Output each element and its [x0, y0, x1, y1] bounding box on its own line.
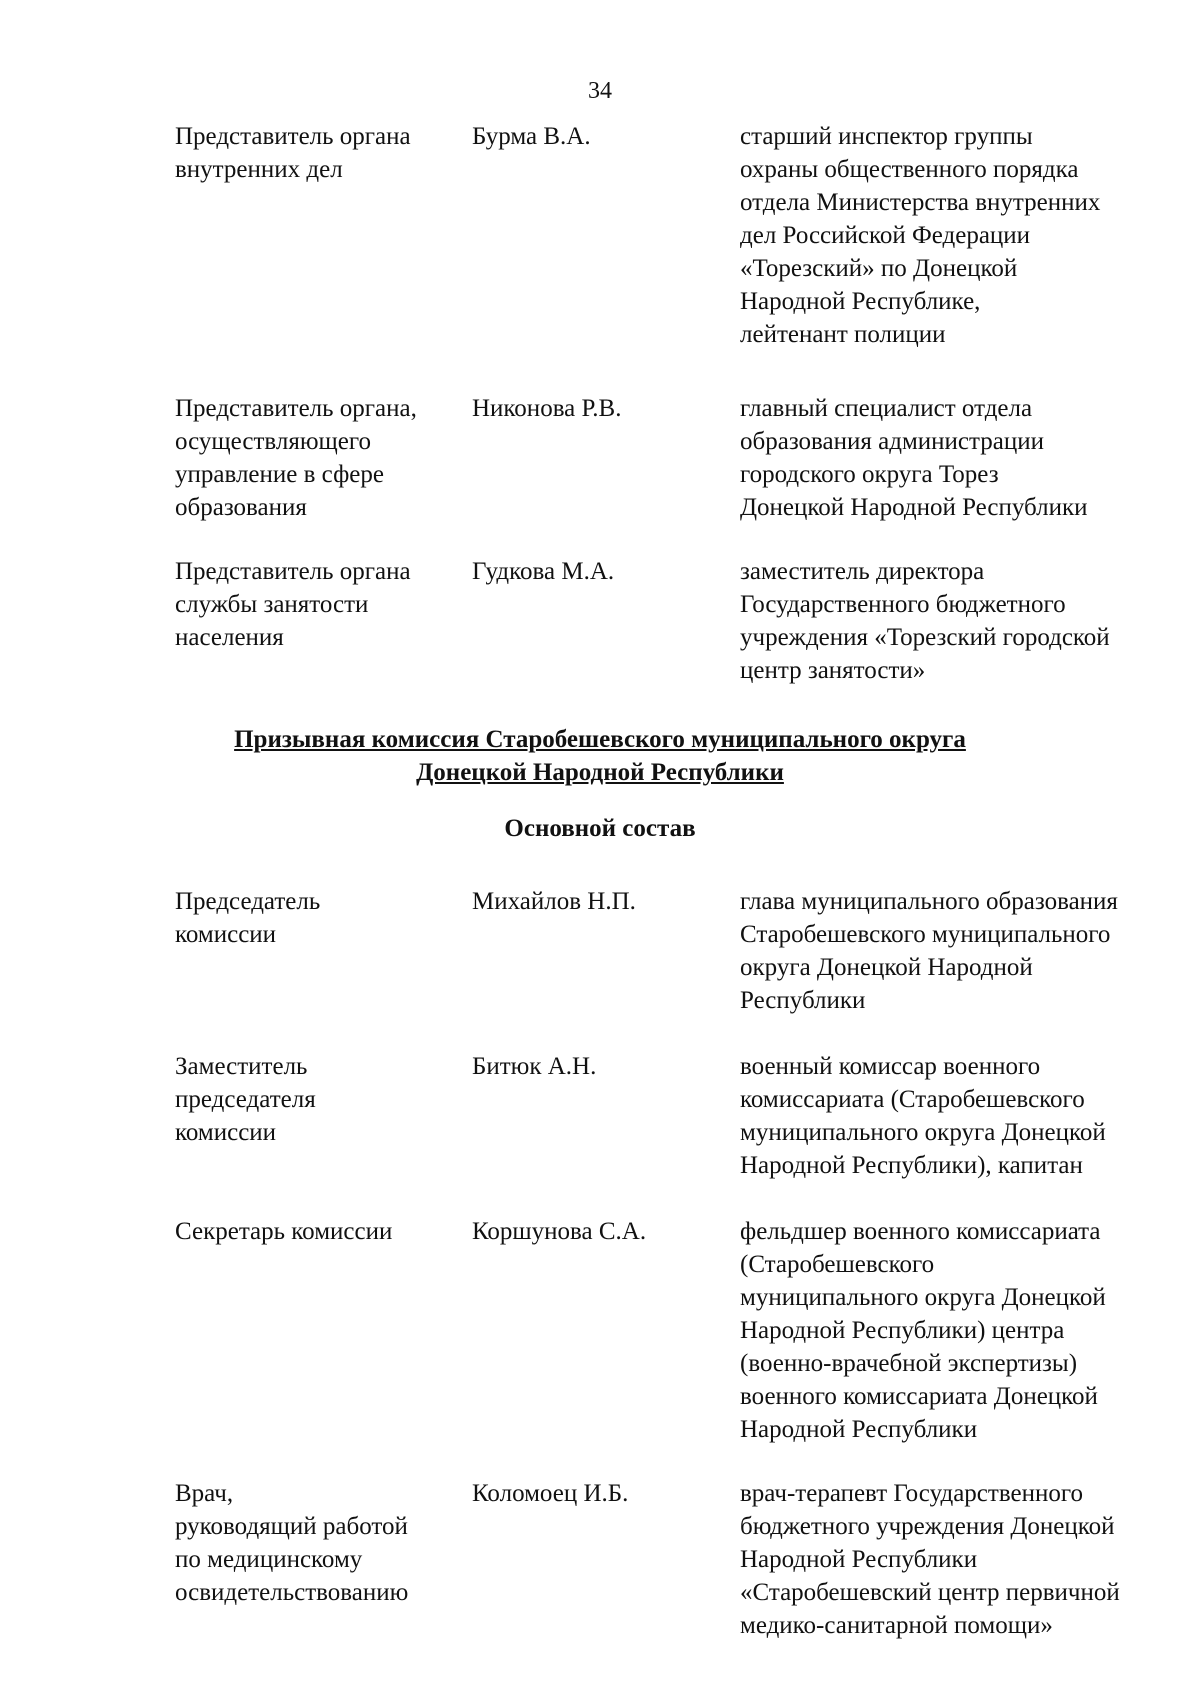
position-line: Донецкой Народной Республики [740, 494, 1088, 521]
role-line: Секретарь комиссии [175, 1218, 393, 1245]
member-name [472, 392, 742, 425]
name-line: Коломоец И.Б. [472, 1480, 629, 1507]
member-position [740, 555, 1190, 687]
member-role [175, 120, 475, 186]
page-number: 34 [588, 78, 612, 104]
member-position [740, 1050, 1190, 1182]
position-line: Народной Республике, [740, 288, 981, 315]
member-role [175, 1215, 475, 1248]
position-line: охраны общественного порядка [740, 156, 1079, 183]
position-line: врач-терапевт Государственного [740, 1480, 1083, 1507]
position-line: (военно-врачебной экспертизы) [740, 1350, 1078, 1377]
member-name [472, 1050, 742, 1083]
position-line: Народной Республики [740, 1416, 978, 1443]
member-name [472, 1215, 742, 1248]
position-line: Народной Республики [740, 1546, 978, 1573]
role-line: внутренних дел [175, 156, 343, 183]
member-name [472, 1477, 742, 1510]
role-line: освидетельствованию [175, 1579, 409, 1606]
member-role [175, 1050, 475, 1149]
member-position [740, 392, 1190, 524]
position-line: глава муниципального образования [740, 888, 1118, 915]
position-line: Старобешевского муниципального [740, 921, 1111, 948]
name-line: Никонова Р.В. [472, 395, 622, 422]
role-line: комиссии [175, 921, 277, 948]
name-line: Бурма В.А. [472, 123, 591, 150]
member-role [175, 555, 475, 654]
name-line: Коршунова С.А. [472, 1218, 647, 1245]
position-line: (Старобешевского [740, 1251, 935, 1278]
position-line: комиссариата (Старобешевского [740, 1086, 1085, 1113]
role-line: Председатель [175, 888, 321, 915]
member-role [175, 1477, 475, 1609]
section-title-line: Призывная комиссия Старобешевского муниципального округа [234, 726, 966, 753]
role-line: Представитель органа, [175, 395, 417, 422]
role-line: председателя [175, 1086, 316, 1113]
role-line: службы занятости [175, 591, 369, 618]
position-line: фельдшер военного комиссариата [740, 1218, 1101, 1245]
role-line: руководящий работой [175, 1513, 408, 1540]
member-position [740, 120, 1190, 351]
role-line: осуществляющего [175, 428, 371, 455]
position-line: Республики [740, 987, 866, 1014]
position-line: бюджетного учреждения Донецкой [740, 1513, 1115, 1540]
section-subtitle: Основной состав [504, 815, 696, 842]
member-role [175, 392, 475, 524]
member-position [740, 1477, 1190, 1642]
position-line: заместитель директора [740, 558, 985, 585]
role-line: комиссии [175, 1119, 277, 1146]
position-line: Народной Республики) центра [740, 1317, 1065, 1344]
role-line: Заместитель [175, 1053, 308, 1080]
position-line: отдела Министерства внутренних [740, 189, 1101, 216]
member-name [472, 120, 742, 153]
position-line: округа Донецкой Народной [740, 954, 1033, 981]
member-position [740, 885, 1190, 1017]
position-line: старший инспектор группы [740, 123, 1033, 150]
member-role [175, 885, 475, 951]
role-line: Врач, [175, 1480, 234, 1507]
role-line: Представитель органа [175, 123, 411, 150]
member-name [472, 885, 742, 918]
member-name [472, 555, 742, 588]
name-line: Гудкова М.А. [472, 558, 615, 585]
role-line: по медицинскому [175, 1546, 363, 1573]
position-line: муниципального округа Донецкой [740, 1119, 1106, 1146]
position-line: военного комиссариата Донецкой [740, 1383, 1098, 1410]
role-line: Представитель органа [175, 558, 411, 585]
position-line: Народной Республики), капитан [740, 1152, 1083, 1179]
position-line: Государственного бюджетного [740, 591, 1066, 618]
position-line: «Торезский» по Донецкой [740, 255, 1018, 282]
position-line: главный специалист отдела [740, 395, 1033, 422]
position-line: городского округа Торез [740, 461, 999, 488]
position-line: центр занятости» [740, 657, 926, 684]
section-title [0, 723, 1200, 789]
member-position [740, 1215, 1190, 1446]
position-line: военный комиссар военного [740, 1053, 1041, 1080]
section-title-line: Донецкой Народной Республики [416, 759, 784, 786]
name-line: Битюк А.Н. [472, 1053, 597, 1080]
role-line: образования [175, 494, 307, 521]
position-line: образования администрации [740, 428, 1044, 455]
position-line: медико-санитарной помощи» [740, 1612, 1053, 1639]
name-line: Михайлов Н.П. [472, 888, 636, 915]
position-line: дел Российской Федерации [740, 222, 1031, 249]
position-line: учреждения «Торезский городской [740, 624, 1110, 651]
position-line: муниципального округа Донецкой [740, 1284, 1106, 1311]
position-line: «Старобешевский центр первичной [740, 1579, 1120, 1606]
role-line: населения [175, 624, 284, 651]
position-line: лейтенант полиции [740, 321, 946, 348]
role-line: управление в сфере [175, 461, 384, 488]
